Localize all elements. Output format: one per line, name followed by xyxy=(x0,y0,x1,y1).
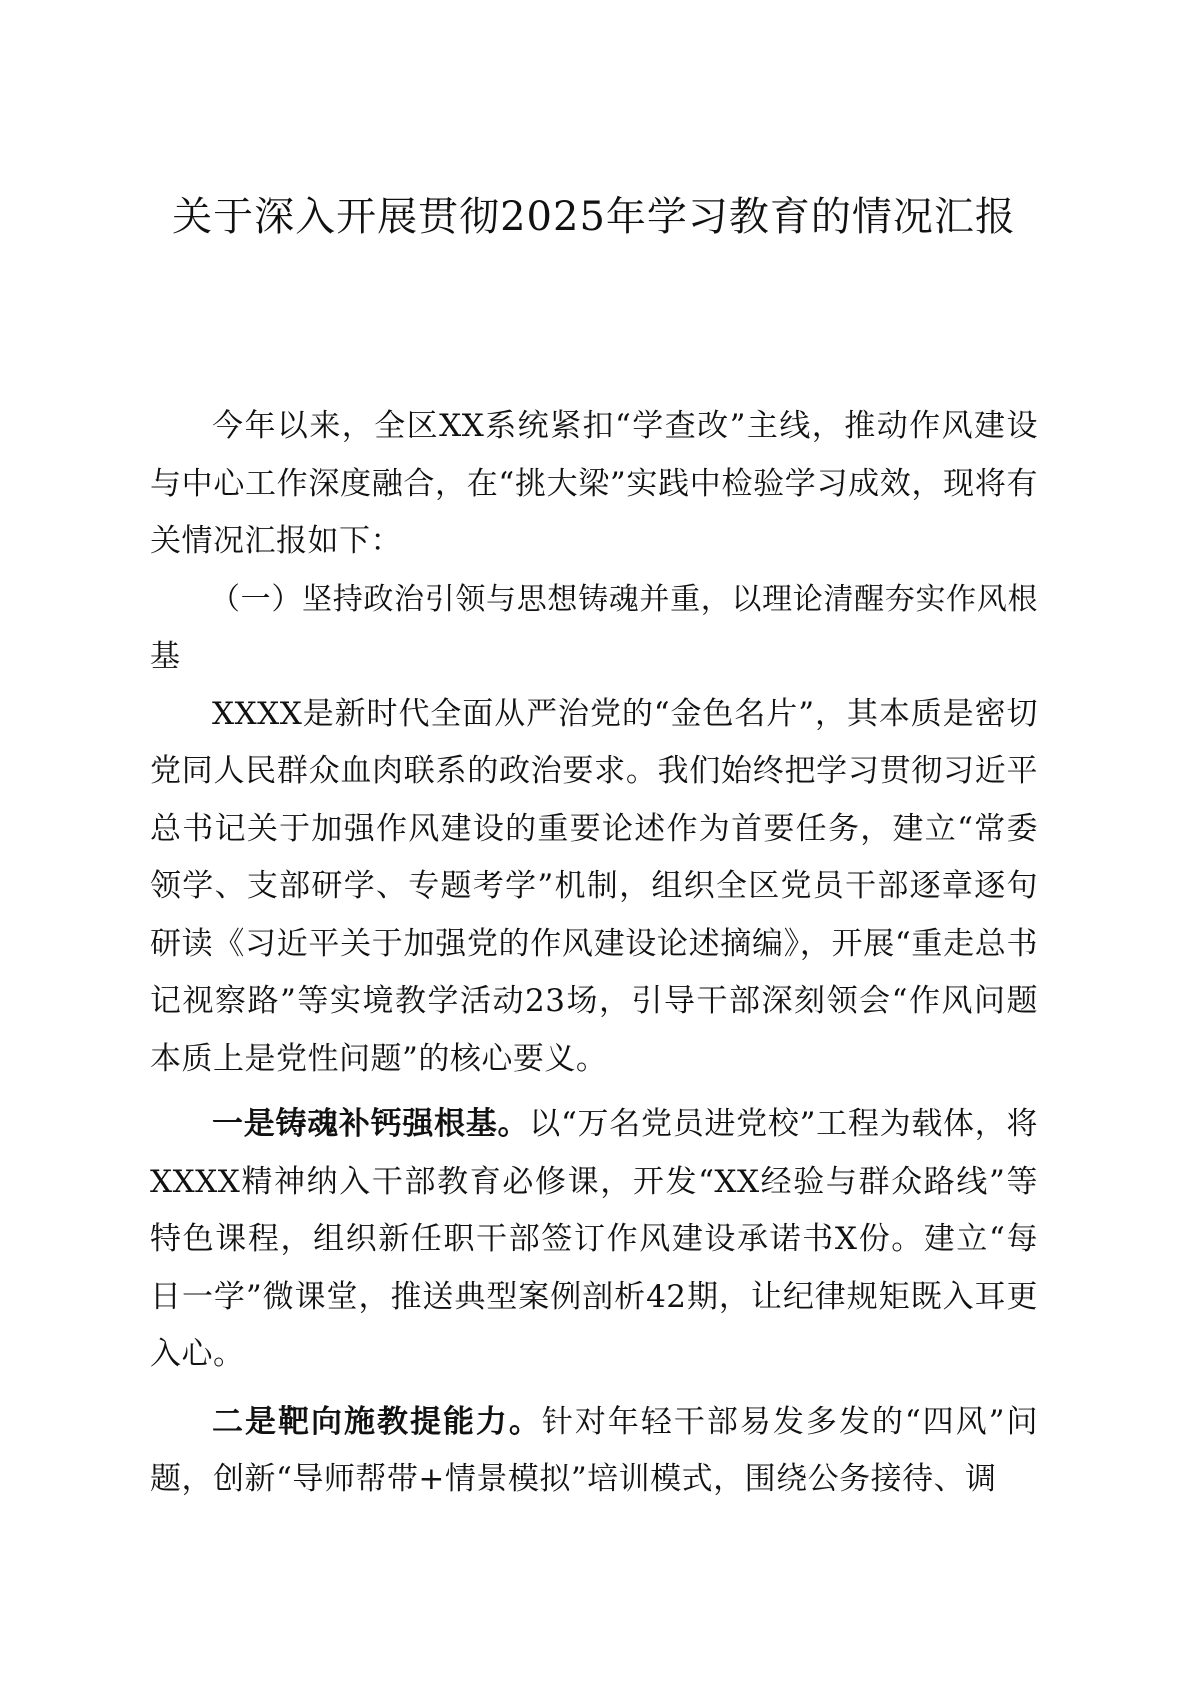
point-one-lead: 一是铸魂补钙强根基。 xyxy=(212,1106,530,1142)
intro-paragraph: 今年以来，全区XX系统紧扣“学查改”主线，推动作风建设与中心工作深度融合，在“挑大梁”实践中检验学习成效，现将有关情况汇报如下： xyxy=(150,408,1038,559)
point-two-lead: 二是靶向施教提能力。 xyxy=(212,1403,542,1440)
section-heading: （一）坚持政治引领与思想铸魂并重，以理论清醒夯实作风根基 xyxy=(150,581,1038,674)
section-paragraph: XXXX是新时代全面从严治党的“金色名片”，其本质是密切党同人民群众血肉联系的政治要求。我们始终把学习贯彻习近平总书记关于加强作风建设的重要论述作为首要任务，建立“常委领学、支部研学、专题考学”机制，组织全区党员干部逐章逐句研读《习近平关于加强党的作风建设论述摘编》，开展“重走总书记视察路”等实境教学活动23场，引导干部深刻领会“作风问题本质上是党性问题”的核心要义。 xyxy=(150,695,1038,1077)
document-body xyxy=(150,398,1038,1509)
document-title: 关于深入开展贯彻2025年学习教育的情况汇报 xyxy=(172,194,1016,240)
point-one-paragraph xyxy=(150,1096,1038,1384)
point-two-text: 针对年轻干部易发多发的“四风”问题，创新“导师帮带+情景模拟”培训模式，围绕公务接待、调 xyxy=(150,1403,1038,1497)
point-one-text: 以“万名党员进党校”工程为载体，将XXXX精神纳入干部教育必修课，开发“XX经验与群众路线”等特色课程，组织新任职干部签订作风建设承诺书X份。建立“每日一学”微课堂，推送典型案例剖析42期，让纪律规矩既入耳更入心。 xyxy=(150,1106,1038,1372)
point-two-paragraph xyxy=(150,1394,1038,1509)
